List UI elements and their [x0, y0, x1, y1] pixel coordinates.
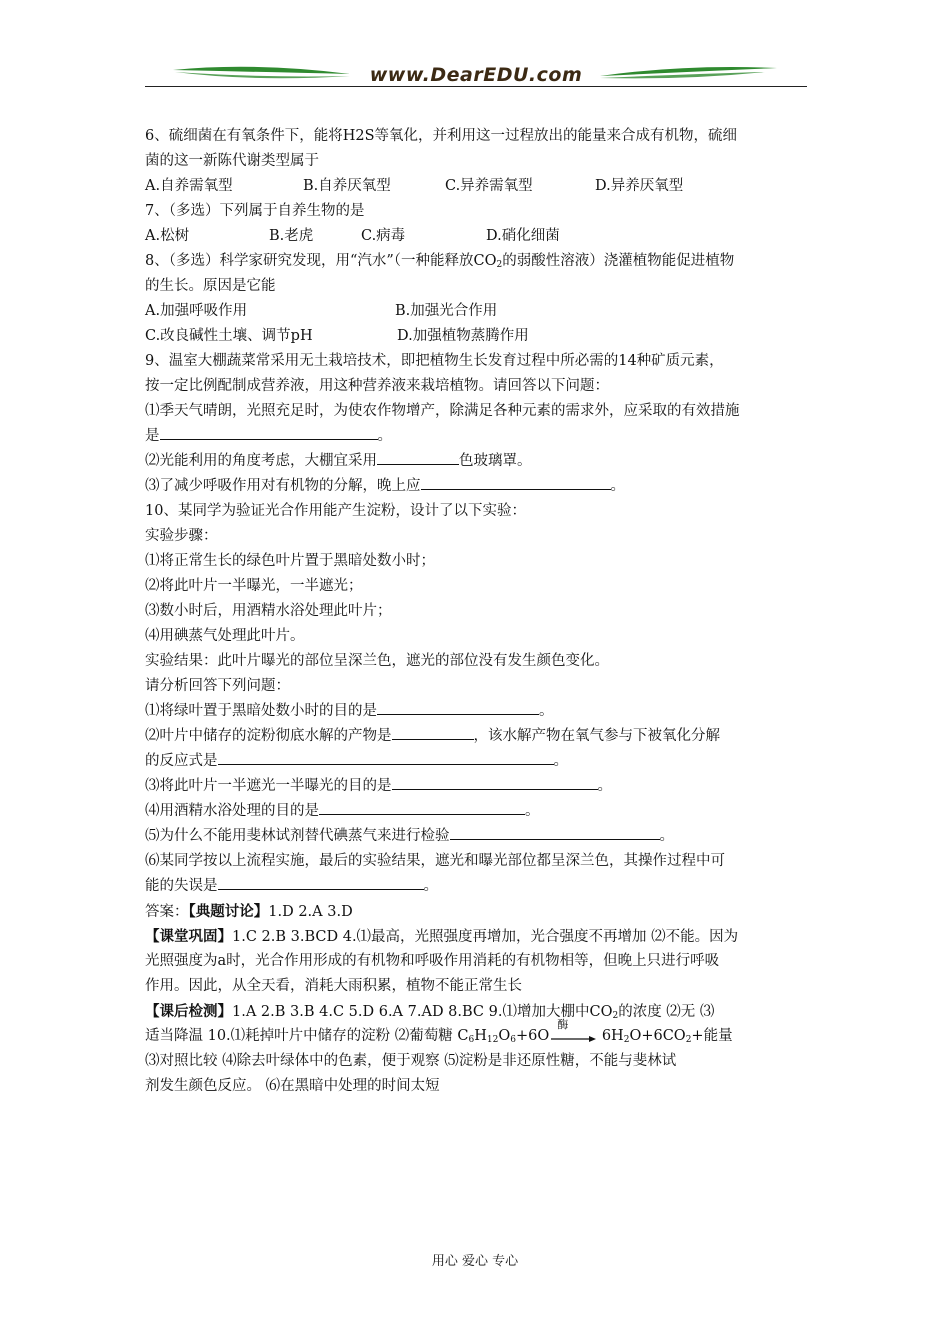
answers-values: 的浓度 ⑵无 ⑶: [618, 1004, 715, 1020]
subscript: 6: [510, 1035, 516, 1045]
q10-step1: ⑴将正常生长的绿色叶片置于黑暗处数小时；: [145, 553, 435, 569]
q10-step2: ⑵将此叶片一半曝光，一半遮光；: [145, 578, 363, 594]
q8-line2: 的生长。原因是它能: [145, 278, 276, 294]
answers-line5: [145, 999, 807, 1024]
formula-part: +能量: [691, 1028, 733, 1044]
reaction-arrow: [549, 1018, 597, 1043]
answer-blank: [377, 450, 459, 465]
formula-part: 6H: [601, 1028, 624, 1044]
q10-a5: [145, 824, 807, 849]
q6-option-a: A.自养需氧型: [145, 178, 233, 194]
q6-line2: 菌的这一新陈代谢类型属于: [145, 153, 319, 169]
q10-a4-pre: ⑷用酒精水浴处理的目的是: [145, 803, 319, 819]
q10-a6-line1: ⑹某同学按以上流程实施，最后的实验结果，遮光和曝光部位都呈深兰色，其操作过程中可: [145, 853, 725, 869]
q10-step4: ⑷用碘蒸气处理此叶片。: [145, 628, 305, 644]
answers-line2: [145, 924, 807, 949]
formula-part: +6O: [515, 1028, 550, 1044]
q9-p2-pre: ⑵光能利用的角度考虑，大棚宜采用: [145, 453, 377, 469]
page-footer: 用心 爱心 专心: [431, 1254, 519, 1269]
q10-a1-pre: ⑴将绿叶置于黑暗处数小时的目的是: [145, 703, 377, 719]
q8-line1-b: 的弱酸性溶液）浇灌植物能促进植物: [502, 253, 735, 269]
q10-a2-pre: ⑵叶片中储存的淀粉彻底水解的产物是: [145, 728, 392, 744]
period: 。: [539, 703, 554, 719]
answer-blank: [218, 875, 424, 890]
formula-part: O+6CO: [629, 1028, 686, 1044]
answer-blank: [421, 475, 611, 490]
period: 。: [525, 803, 540, 819]
answers-line7: ⑶对照比较 ⑷除去叶绿体中的色素，便于观察 ⑸淀粉是非还原性糖，不能与斐林试: [145, 1053, 677, 1069]
period: 。: [423, 878, 438, 894]
q10-a2-mid: ，该水解产物在氧气参与下被氧化分解: [473, 728, 720, 744]
q8-line1: [145, 249, 807, 274]
q8-options-cd: [145, 324, 807, 349]
section-label: 【典题讨论】: [188, 903, 269, 920]
q8-line1-a: 8、（多选）科学家研究发现，用“汽水”（一种能释放CO: [145, 253, 497, 269]
q7-option-c: C.病毒: [361, 228, 406, 244]
answers-line3: 光照强度为a时，光合作用形成的有机物和呼吸作用消耗的有机物相等，但晚上只进行呼吸: [145, 953, 720, 969]
q10-a2-line2: [145, 749, 807, 774]
answers-values: 1.A 2.B 3.B 4.C 5.D 6.A 7.AD 8.BC 9.⑴增加大棚中CO: [232, 1004, 613, 1020]
q10-a1: [145, 699, 807, 724]
q10-line1: 10、某同学为验证光合作用能产生淀粉，设计了以下实验：: [145, 503, 526, 519]
q10-a4: [145, 799, 807, 824]
q8-sub: 2: [496, 260, 503, 270]
q9-p1-line2: [145, 424, 807, 449]
q7-option-a: A.松树: [145, 228, 190, 244]
q10-ask: 请分析回答下列问题：: [145, 678, 290, 694]
arrow-icon: [549, 1036, 597, 1044]
site-url-text: www.DearEDU.com: [369, 64, 583, 86]
q6-option-d: D.异养厌氧型: [595, 178, 684, 194]
formula-part: H: [474, 1028, 487, 1044]
answers-values: 1.D 2.A 3.D: [268, 904, 353, 920]
answer-blank: [450, 825, 660, 840]
answer-blank: [218, 750, 554, 765]
formula-part: O: [498, 1028, 511, 1044]
answers-label: 答案：: [145, 904, 189, 920]
section-label: 【课堂巩固】: [145, 928, 232, 945]
q10-a2-line2-pre: 的反应式是: [145, 753, 218, 769]
q10-a3: [145, 774, 807, 799]
period: 。: [597, 778, 612, 794]
answers-line6: [145, 1018, 807, 1049]
enzyme-label: 酶: [557, 1018, 569, 1031]
q9-line2: 按一定比例配制成营养液，用这种营养液来栽培植物。请回答以下问题：: [145, 378, 609, 394]
q10-a6-line2: [145, 874, 807, 899]
q10-step3: ⑶数小时后，用酒精水浴处理此叶片；: [145, 603, 392, 619]
period: 。: [553, 753, 568, 769]
q9-p3: [145, 474, 807, 499]
q7-stem: 7、（多选）下列属于自养生物的是: [145, 203, 365, 219]
q10-a3-pre: ⑶将此叶片一半遮光一半曝光的目的是: [145, 778, 392, 794]
answer-blank: [319, 800, 525, 815]
q10-a5-pre: ⑸为什么不能用斐林试剂替代碘蒸气来进行检验: [145, 828, 450, 844]
q10-a6-pre: 能的失误是: [145, 878, 218, 894]
q9-line1: 9、温室大棚蔬菜常采用无土栽培技术，即把植物生长发育过程中所必需的14种矿质元素，: [145, 353, 724, 369]
answer-blank: [392, 775, 598, 790]
subscript: 2: [685, 1035, 692, 1045]
q7-option-b: B.老虎: [269, 228, 314, 244]
answers-line1: [145, 899, 807, 924]
q10-steps-title: 实验步骤：: [145, 528, 218, 544]
q8-option-d: D.加强植物蒸腾作用: [397, 328, 529, 344]
subscript: 2: [623, 1035, 630, 1045]
answers-line8: 剂发生颜色反应。 ⑹在黑暗中处理的时间太短: [145, 1078, 440, 1094]
answers-line4: 作用。因此，从全天看，消耗大雨积累，植物不能正常生长: [145, 978, 522, 994]
answers-values: 适当降温 10.⑴耗掉叶片中储存的淀粉 ⑵葡萄糖 C: [145, 1028, 469, 1044]
q9-p2-post: 色玻璃罩。: [459, 453, 532, 469]
subscript: 2: [612, 1011, 619, 1021]
period: 。: [377, 428, 392, 444]
q8-options-ab: [145, 299, 807, 324]
q6-option-b: B.自养厌氧型: [303, 178, 391, 194]
q8-option-c: C.改良碱性土壤、调节pH: [145, 328, 313, 344]
q8-option-a: A.加强呼吸作用: [145, 303, 248, 319]
document-body: [145, 124, 807, 1099]
q7-option-d: D.硝化细菌: [486, 228, 560, 244]
q6-line1: 6、硫细菌在有氧条件下，能将H2S等氧化，并利用这一过程放出的能量来合成有机物，硫细: [145, 128, 738, 144]
answers-values: 1.C 2.B 3.BCD 4.⑴最高，光照强度再增加，光合强度不再增加 ⑵不能。因为: [232, 929, 739, 945]
answer-blank: [377, 700, 539, 715]
q9-p1-line1: ⑴季天气晴朗，光照充足时，为使农作物增产，除满足各种元素的需求外，应采取的有效措施: [145, 403, 740, 419]
q9-p3-pre: ⑶了减少呼吸作用对有机物的分解，晚上应: [145, 478, 421, 494]
subscript: 12: [486, 1035, 499, 1045]
answer-blank: [392, 725, 474, 740]
header-rule: [145, 86, 807, 87]
q10-a2-line1: [145, 724, 807, 749]
answer-blank: [160, 425, 378, 440]
q6-option-c: C.异养需氧型: [445, 178, 533, 194]
q6-options: [145, 174, 807, 199]
period: 。: [610, 478, 625, 494]
q10-result: 实验结果：此叶片曝光的部位呈深兰色，遮光的部位没有发生颜色变化。: [145, 653, 609, 669]
q8-option-b: B.加强光合作用: [395, 303, 498, 319]
q9-p2: [145, 449, 807, 474]
period: 。: [659, 828, 674, 844]
q7-options: [145, 224, 807, 249]
section-label: 【课后检测】: [145, 1003, 232, 1020]
q9-p1-pre: 是: [145, 428, 160, 444]
subscript: 6: [468, 1035, 475, 1045]
